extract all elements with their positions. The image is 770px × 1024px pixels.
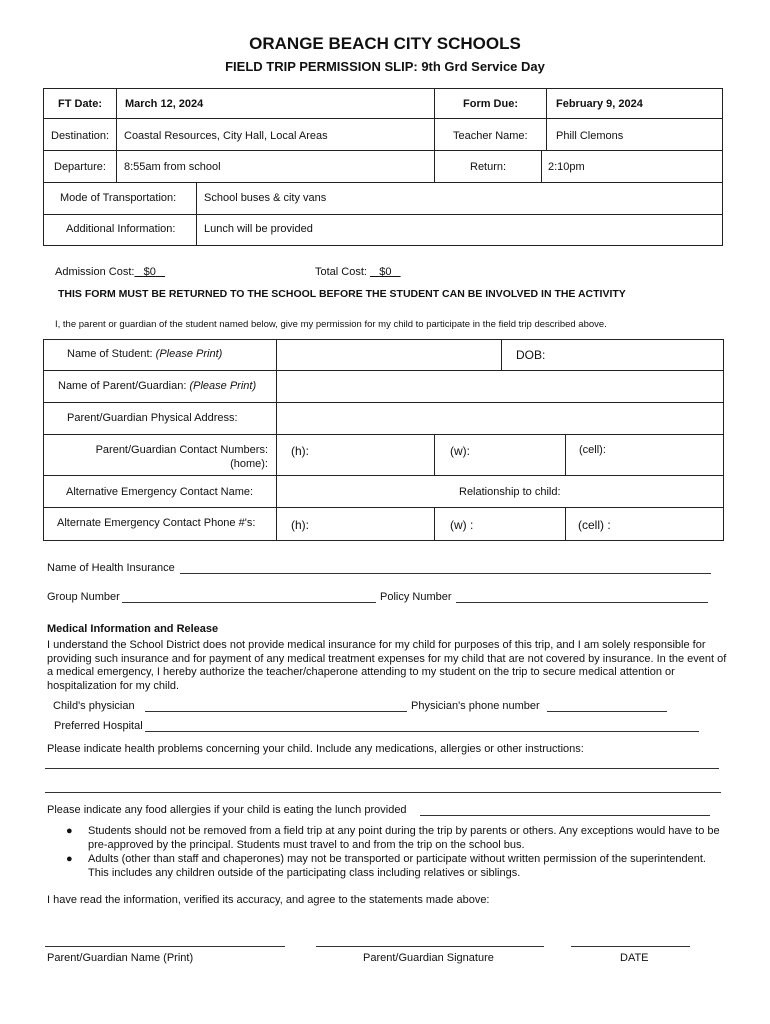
date-caption: DATE bbox=[620, 952, 649, 964]
teacher-label: Teacher Name: bbox=[453, 130, 528, 142]
destination-value: Coastal Resources, City Hall, Local Areas bbox=[124, 130, 328, 142]
return-notice: THIS FORM MUST BE RETURNED TO THE SCHOOL BEFORE THE STUDENT CAN BE INVOLVED IN THE ACTIVITY bbox=[58, 288, 626, 300]
health-problems-line-2[interactable] bbox=[45, 792, 721, 793]
health-problems-label: Please indicate health problems concerning your child. Include any medications, allergies or other instructions: bbox=[47, 743, 584, 755]
consent-statement: I, the parent or guardian of the student named below, give my permission for my child to participate in the field trip described above. bbox=[55, 319, 607, 330]
medical-heading: Medical Information and Release bbox=[47, 623, 219, 635]
cell-phone-label: (cell): bbox=[579, 444, 606, 456]
return-value: 2:10pm bbox=[548, 161, 585, 173]
teacher-value: Phill Clemons bbox=[556, 130, 624, 142]
form-due-label: Form Due: bbox=[463, 98, 518, 110]
work-phone-label: (w): bbox=[450, 444, 470, 458]
departure-label: Departure: bbox=[54, 161, 106, 173]
food-allergies-label: Please indicate any food allergies if your child is eating the lunch provided bbox=[47, 804, 407, 816]
total-cost: Total Cost: $0 bbox=[315, 266, 392, 278]
alt-work-phone-label: (w) : bbox=[450, 518, 474, 532]
policy-number-label: Policy Number bbox=[380, 591, 452, 603]
contact-numbers-label: Parent/Guardian Contact Numbers: bbox=[95, 444, 268, 456]
school-name: ORANGE BEACH CITY SCHOOLS bbox=[249, 34, 521, 53]
guardian-name-caption: Parent/Guardian Name (Print) bbox=[47, 952, 194, 964]
hospital-label: Preferred Hospital bbox=[54, 720, 143, 732]
address-label: Parent/Guardian Physical Address: bbox=[67, 412, 238, 424]
additional-value: Lunch will be provided bbox=[204, 223, 313, 235]
agreement-statement: I have read the information, verified its accuracy, and agree to the statements made above: bbox=[47, 894, 490, 906]
guardian-signature-line[interactable] bbox=[316, 946, 544, 947]
rules-list bbox=[60, 825, 720, 881]
parent-name-label: Name of Parent/Guardian: (Please Print) bbox=[58, 380, 257, 392]
additional-label: Additional Information: bbox=[66, 223, 176, 235]
departure-value: 8:55am from school bbox=[124, 161, 221, 173]
health-problems-line-1[interactable] bbox=[45, 768, 719, 769]
form-due-value: February 9, 2024 bbox=[556, 98, 643, 110]
alt-contact-phone-label: Alternate Emergency Contact Phone #'s: bbox=[57, 517, 256, 529]
alt-cell-phone-label: (cell) : bbox=[578, 518, 611, 532]
dob-label: DOB: bbox=[516, 348, 546, 362]
ft-date-label: FT Date: bbox=[58, 98, 102, 110]
address-field[interactable] bbox=[282, 408, 718, 430]
physician-phone-line[interactable] bbox=[547, 711, 667, 712]
ft-date-value: March 12, 2024 bbox=[125, 98, 204, 110]
contact-home-label: (home): bbox=[230, 458, 268, 470]
physician-line[interactable] bbox=[145, 711, 407, 712]
student-name-label: Name of Student: (Please Print) bbox=[67, 348, 223, 360]
guardian-name-line[interactable] bbox=[45, 946, 285, 947]
alt-contact-name-label: Alternative Emergency Contact Name: bbox=[66, 486, 254, 498]
alt-home-phone-label: (h): bbox=[291, 518, 309, 532]
physician-phone-label: Physician's phone number bbox=[411, 700, 540, 712]
policy-number-line[interactable] bbox=[456, 602, 708, 603]
return-label: Return: bbox=[470, 161, 507, 173]
rule-item: ● Students should not be removed from a field trip at any point during the trip by parents or others. Any exceptions would have to be pre-approved by the principal. Students must travel to and from the trip on the school bus. bbox=[66, 825, 720, 851]
transport-value: School buses & city vans bbox=[204, 192, 327, 204]
health-insurance-label: Name of Health Insurance bbox=[47, 562, 175, 574]
hospital-line[interactable] bbox=[145, 731, 699, 732]
physician-label: Child's physician bbox=[53, 700, 135, 712]
rule-item: ● Adults (other than staff and chaperones) may not be transported or participate without written permission of the superintendent. This includes any children outside of the participating class including relatives or siblings. bbox=[66, 853, 706, 879]
medical-release-text: I understand the School District does not provide medical insurance for my child for purposes of this trip, and I am solely responsible for providing such insurance and for payment of any medical treatment expenses for my child that are not covered by insurance. In the event of a medical emergency, I hereby authorize the teacher/chaperone attending to my student on the trip to secure medical attention or hospitalization for my child. bbox=[47, 639, 727, 692]
food-allergies-line[interactable] bbox=[420, 815, 710, 816]
student-name-field[interactable] bbox=[282, 345, 496, 367]
guardian-signature-caption: Parent/Guardian Signature bbox=[363, 952, 494, 964]
transport-label: Mode of Transportation: bbox=[60, 192, 177, 204]
group-number-label: Group Number bbox=[47, 591, 120, 603]
parent-name-field[interactable] bbox=[282, 376, 718, 398]
destination-label: Destination: bbox=[51, 130, 110, 142]
health-insurance-line[interactable] bbox=[180, 573, 711, 574]
date-line[interactable] bbox=[571, 946, 690, 947]
group-number-line[interactable] bbox=[122, 602, 376, 603]
home-phone-label: (h): bbox=[291, 444, 309, 458]
relationship-label: Relationship to child: bbox=[459, 486, 561, 498]
admission-cost: Admission Cost: $0 bbox=[55, 266, 156, 278]
form-title: FIELD TRIP PERMISSION SLIP: 9th Grd Service Day bbox=[225, 59, 545, 74]
